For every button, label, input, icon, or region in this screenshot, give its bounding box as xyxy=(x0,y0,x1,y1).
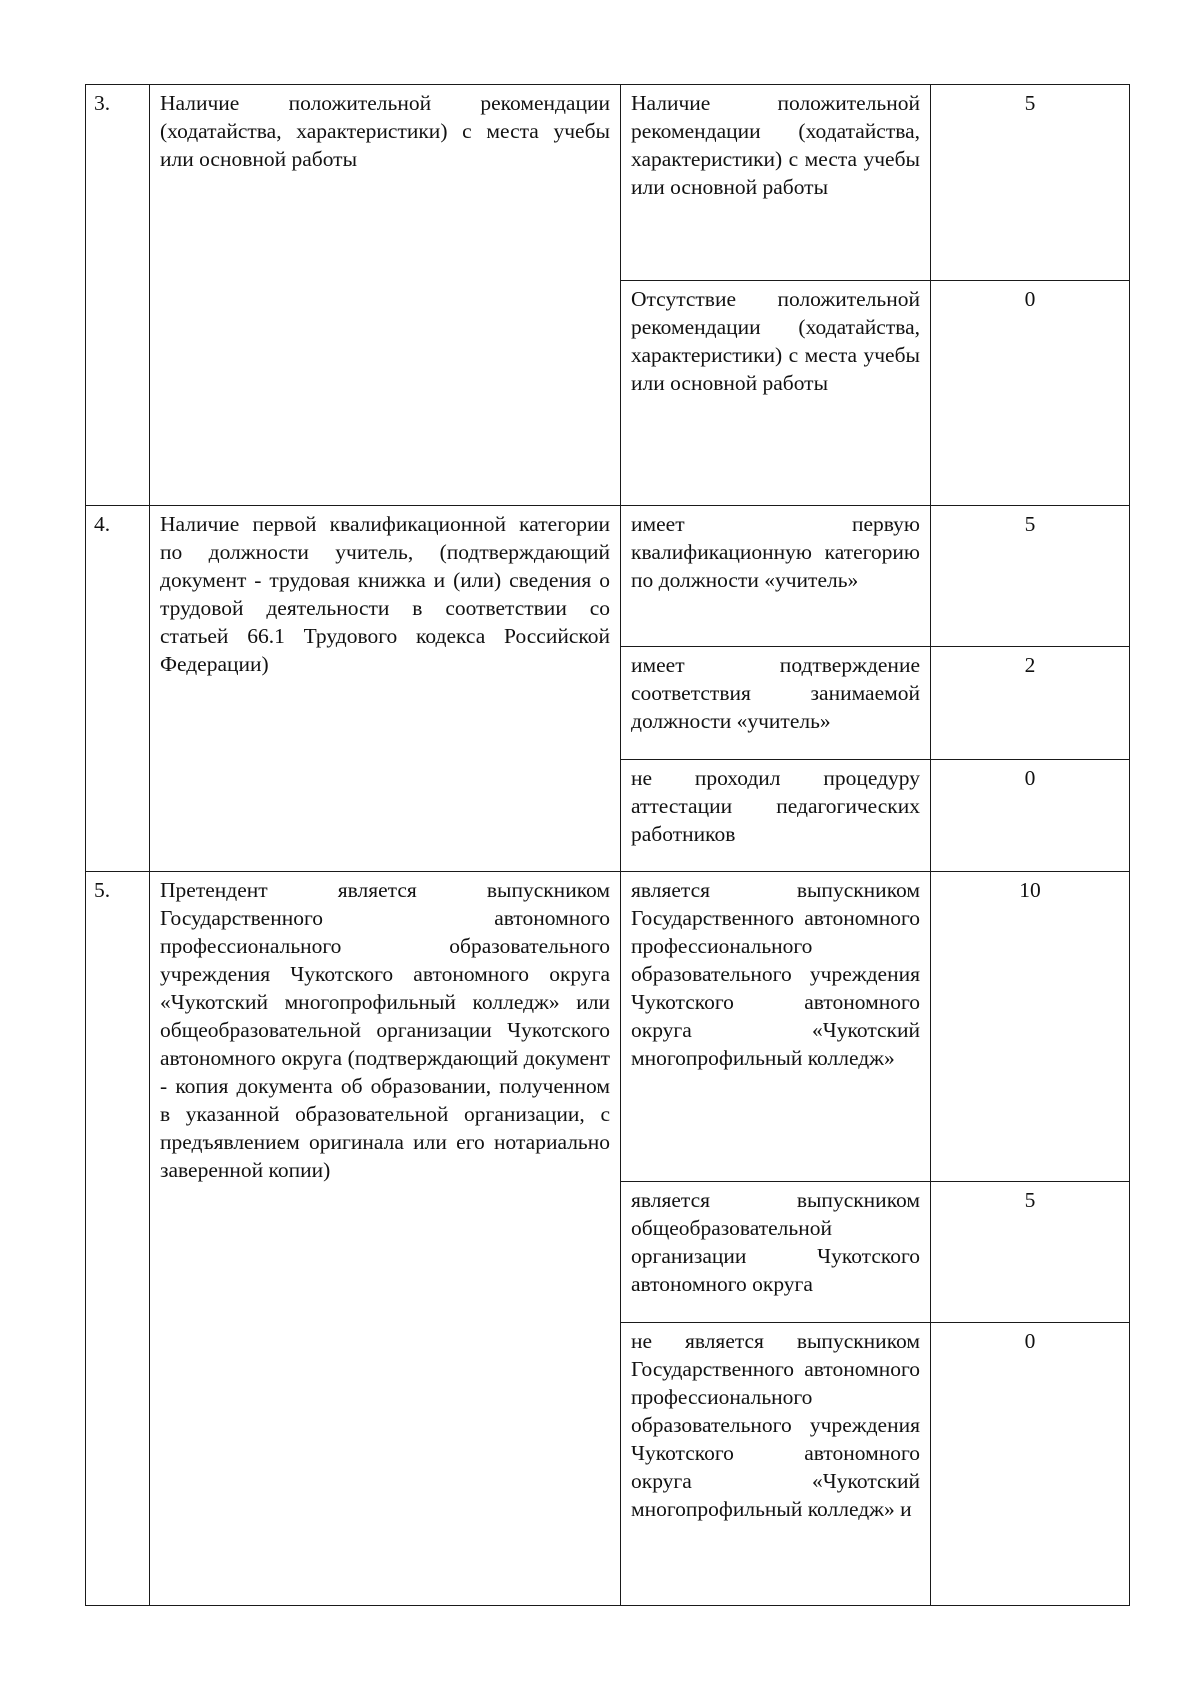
option-score: 10 xyxy=(931,872,1130,1182)
option-text: имеет подтверждение соответствия занимаемой должности «учитель» xyxy=(621,647,931,760)
criterion-text: Наличие положительной рекомендации (ходатайства, характеристики) с места учебы или основной работы xyxy=(150,85,621,506)
option-text: не является выпускником Государственного автономного профессионального образовательного учреждения Чукотского автономного округа «Чукотский многопрофильный колледж» и xyxy=(621,1323,931,1606)
option-score: 5 xyxy=(931,1182,1130,1323)
option-text: имеет первую квалификационную категорию по должности «учитель» xyxy=(621,506,931,647)
row-number: 4. xyxy=(86,506,150,872)
option-text: является выпускником общеобразовательной организации Чукотского автономного округа xyxy=(621,1182,931,1323)
row-number: 5. xyxy=(86,872,150,1606)
criteria-table xyxy=(85,84,1130,1606)
option-score: 0 xyxy=(931,281,1130,506)
option-score: 5 xyxy=(931,85,1130,281)
criteria-table-page xyxy=(85,84,1129,1606)
option-score: 5 xyxy=(931,506,1130,647)
option-text: является выпускником Государственного автономного профессионального образовательного учреждения Чукотского автономного округа «Чукотский многопрофильный колледж» xyxy=(621,872,931,1182)
table-row xyxy=(86,85,1130,281)
table-row xyxy=(86,872,1130,1182)
option-score: 0 xyxy=(931,760,1130,872)
table-row xyxy=(86,506,1130,647)
option-text: не проходил процедуру аттестации педагогических работников xyxy=(621,760,931,872)
criterion-text: Претендент является выпускником Государственного автономного профессионального образовательного учреждения Чукотского автономного округа «Чукотский многопрофильный колледж» или общеобразовательной организации Чукотского автономного округа (подтверждающий документ - копия документа об образовании, полученном в указанной образовательной организации, с предъявлением оригинала или его нотариально заверенной копии) xyxy=(150,872,621,1606)
option-text: Отсутствие положительной рекомендации (ходатайства, характеристики) с места учебы или основной работы xyxy=(621,281,931,506)
option-text: Наличие положительной рекомендации (ходатайства, характеристики) с места учебы или основной работы xyxy=(621,85,931,281)
option-score: 0 xyxy=(931,1323,1130,1606)
option-score: 2 xyxy=(931,647,1130,760)
criterion-text: Наличие первой квалификационной категории по должности учитель, (подтверждающий документ - трудовая книжка и (или) сведения о трудовой деятельности в соответствии со статьей 66.1 Трудового кодекса Российской Федерации) xyxy=(150,506,621,872)
row-number: 3. xyxy=(86,85,150,506)
